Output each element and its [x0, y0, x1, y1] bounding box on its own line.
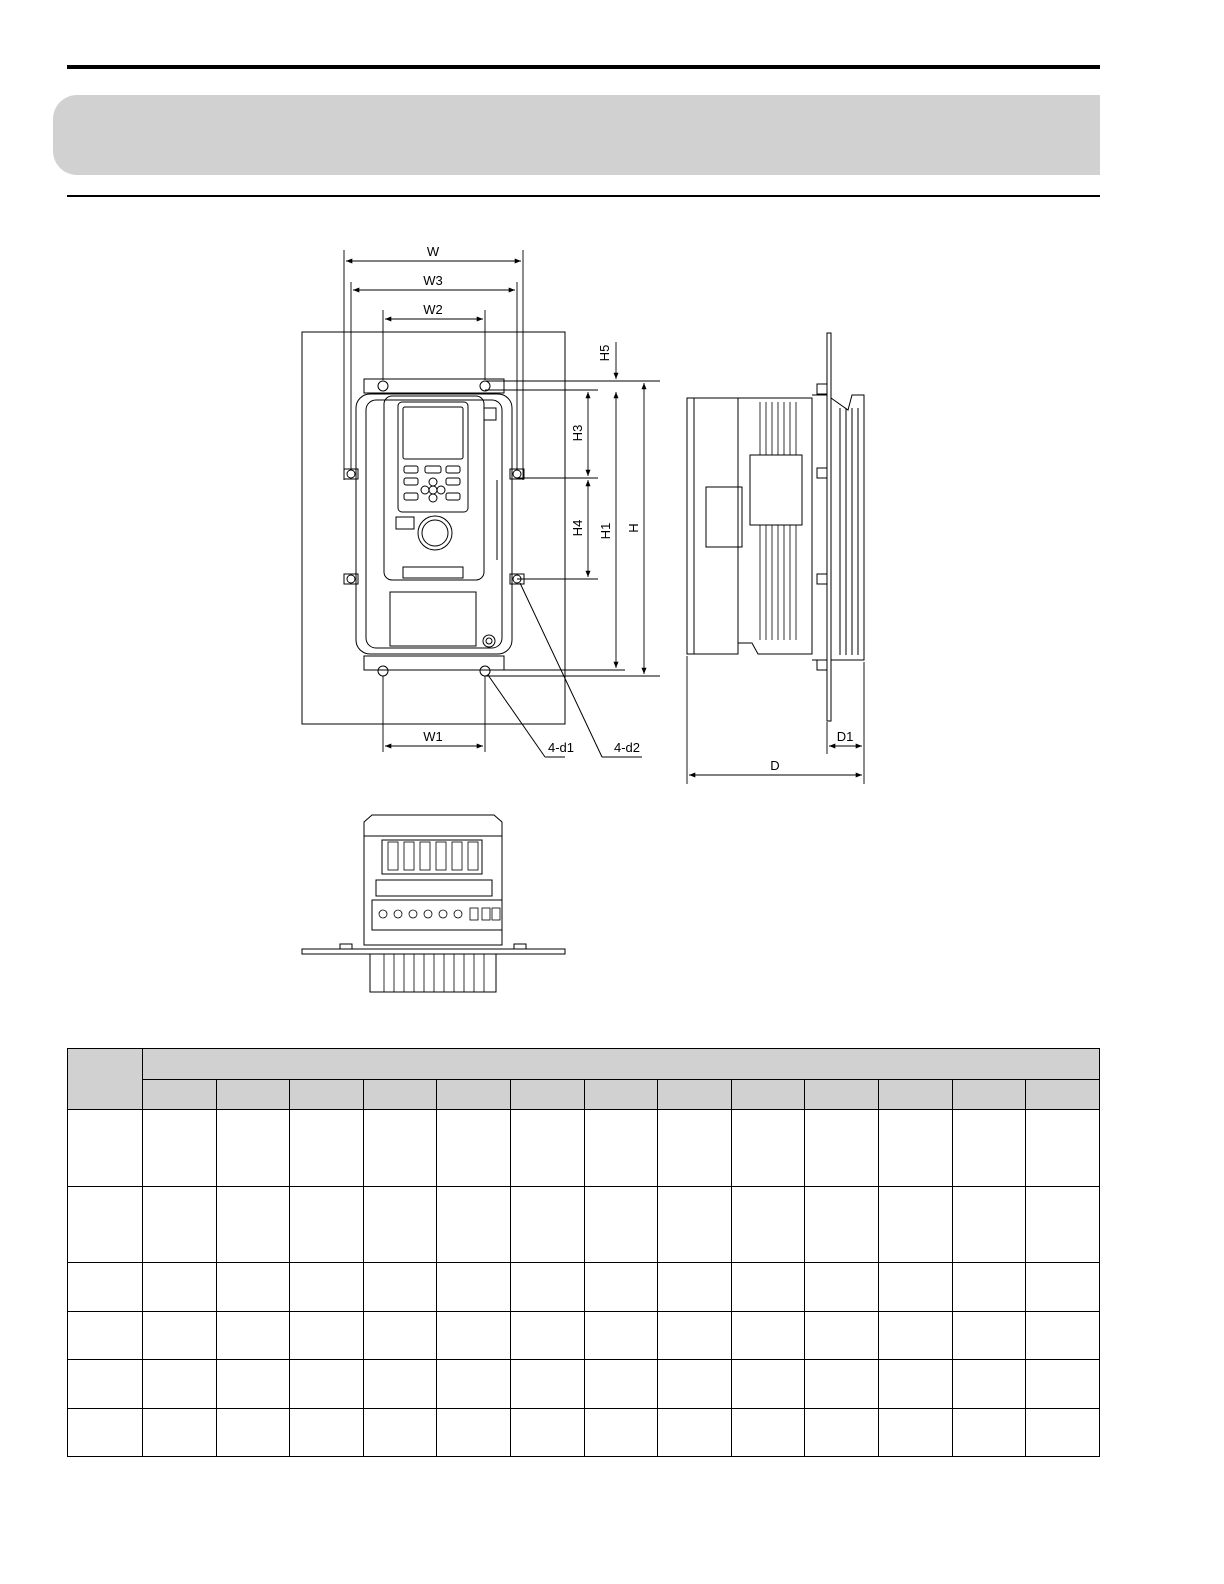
side-heatsink-fins [760, 402, 796, 640]
table-cell [216, 1187, 290, 1263]
column-header [216, 1080, 290, 1110]
label-h: H [626, 523, 641, 533]
table-cell [363, 1360, 437, 1409]
table-cell [290, 1312, 364, 1360]
front-horizontal-dimensions [344, 250, 523, 752]
table-cell [1026, 1110, 1100, 1187]
table-cell [511, 1263, 585, 1312]
label-w1: W1 [423, 729, 443, 744]
table-cell [731, 1263, 805, 1312]
table-cell [731, 1409, 805, 1457]
group-header [143, 1049, 1100, 1080]
table-cell [658, 1409, 732, 1457]
bottom-terminals [388, 842, 478, 870]
table-cell [1026, 1312, 1100, 1360]
label-d1: D1 [836, 729, 854, 744]
table-cell [216, 1360, 290, 1409]
table-cell [879, 1312, 953, 1360]
table-cell [143, 1187, 217, 1263]
table-cell [290, 1360, 364, 1409]
mounting-panel [302, 332, 565, 724]
table-cell [658, 1360, 732, 1409]
table-cell [952, 1110, 1026, 1187]
table-cell [290, 1409, 364, 1457]
table-cell [584, 1263, 658, 1312]
table-cell [437, 1312, 511, 1360]
label-w2: W2 [423, 302, 443, 317]
table-cell [216, 1110, 290, 1187]
table-cell [805, 1409, 879, 1457]
front-vertical-dimensions [485, 342, 660, 676]
bottom-bracket [364, 656, 504, 670]
row-label-cell [68, 1312, 143, 1360]
table-cell [1026, 1187, 1100, 1263]
table-cell [731, 1187, 805, 1263]
table-header-row [68, 1049, 1100, 1080]
table-cell [363, 1409, 437, 1457]
table-cell [879, 1187, 953, 1263]
table-cell [952, 1312, 1026, 1360]
dimensions-table [67, 1048, 1100, 1457]
label-h4: H4 [570, 519, 585, 537]
table-cell [290, 1187, 364, 1263]
row-label-cell [68, 1360, 143, 1409]
label-w: W [426, 244, 440, 259]
table-cell [658, 1110, 732, 1187]
table-body [68, 1110, 1100, 1457]
keypad-housing [384, 396, 484, 580]
column-header [143, 1080, 217, 1110]
side-mounting-panel [827, 333, 831, 721]
label-w3: W3 [423, 273, 443, 288]
table-cell [805, 1110, 879, 1187]
keypad-buttons [404, 466, 460, 502]
cooling-fan-outer [418, 516, 452, 550]
bottom-panel [302, 949, 565, 954]
table-row [68, 1110, 1100, 1187]
table-cell [437, 1360, 511, 1409]
table-cell [731, 1360, 805, 1409]
table-cell [584, 1187, 658, 1263]
bottom-heatsink-fins [384, 954, 484, 992]
row-label-cell [68, 1187, 143, 1263]
column-header [658, 1080, 732, 1110]
table-row [68, 1312, 1100, 1360]
table-cell [952, 1409, 1026, 1457]
front-view [302, 332, 642, 757]
side-body [738, 398, 812, 654]
table-cell [584, 1312, 658, 1360]
table-cell [658, 1187, 732, 1263]
keypad-display [403, 407, 463, 459]
table-cell [1026, 1409, 1100, 1457]
column-header [1026, 1080, 1100, 1110]
side-view [687, 333, 864, 721]
table-cell [731, 1110, 805, 1187]
table-cell [511, 1187, 585, 1263]
label-d: D [770, 758, 780, 773]
table-cell [1026, 1263, 1100, 1312]
row-label-cell [68, 1409, 143, 1457]
table-cell [879, 1110, 953, 1187]
column-header [511, 1080, 585, 1110]
table-cell [143, 1263, 217, 1312]
table-row [68, 1409, 1100, 1457]
table-cell [584, 1360, 658, 1409]
table-cell [511, 1360, 585, 1409]
label-h5: H5 [597, 344, 612, 362]
table-cell [952, 1360, 1026, 1409]
table-cell [805, 1187, 879, 1263]
table-cell [363, 1312, 437, 1360]
table-cell [437, 1263, 511, 1312]
table-cell [879, 1263, 953, 1312]
table-cell [216, 1263, 290, 1312]
drive-body-outer [356, 394, 512, 654]
drive-body-inner [366, 400, 502, 648]
column-header [363, 1080, 437, 1110]
table-cell [584, 1110, 658, 1187]
table-cell [143, 1312, 217, 1360]
table-cell [731, 1312, 805, 1360]
table-row [68, 1360, 1100, 1409]
table-cell [658, 1312, 732, 1360]
table-column-header-row [68, 1080, 1100, 1110]
table-cell [143, 1409, 217, 1457]
label-h3: H3 [570, 424, 585, 442]
table-cell [363, 1110, 437, 1187]
table-cell [1026, 1360, 1100, 1409]
table-cell [879, 1360, 953, 1409]
column-header [290, 1080, 364, 1110]
column-header [879, 1080, 953, 1110]
table-cell [216, 1409, 290, 1457]
row-label-cell [68, 1110, 143, 1187]
column-header [584, 1080, 658, 1110]
table-cell [437, 1187, 511, 1263]
table-cell [952, 1263, 1026, 1312]
column-header [731, 1080, 805, 1110]
table-cell [805, 1312, 879, 1360]
table-cell [363, 1263, 437, 1312]
label-h1: H1 [598, 522, 613, 540]
side-front-cover [687, 398, 738, 654]
table-cell [290, 1263, 364, 1312]
nameplate [390, 592, 476, 646]
table-cell [658, 1263, 732, 1312]
label-4-d2: 4-d2 [614, 740, 641, 755]
table-cell [216, 1312, 290, 1360]
table-cell [511, 1409, 585, 1457]
table-row [68, 1263, 1100, 1312]
table-cell [584, 1409, 658, 1457]
table-cell [511, 1110, 585, 1187]
keypad [398, 402, 468, 512]
row-header-label [68, 1049, 143, 1110]
column-header [437, 1080, 511, 1110]
table-row [68, 1187, 1100, 1263]
table-cell [511, 1312, 585, 1360]
table-cell [363, 1187, 437, 1263]
mounting-holes [347, 381, 521, 676]
table-cell [143, 1360, 217, 1409]
label-4-d1: 4-d1 [548, 740, 575, 755]
row-label-cell [68, 1263, 143, 1312]
column-header [805, 1080, 879, 1110]
logo-badge [396, 517, 414, 529]
table-cell [879, 1409, 953, 1457]
table-cell [952, 1187, 1026, 1263]
bottom-view [302, 815, 565, 992]
table-cell [805, 1263, 879, 1312]
table-cell [805, 1360, 879, 1409]
column-header [952, 1080, 1026, 1110]
table-cell [143, 1110, 217, 1187]
table-cell [437, 1409, 511, 1457]
table-cell [437, 1110, 511, 1187]
table-cell [290, 1110, 364, 1187]
